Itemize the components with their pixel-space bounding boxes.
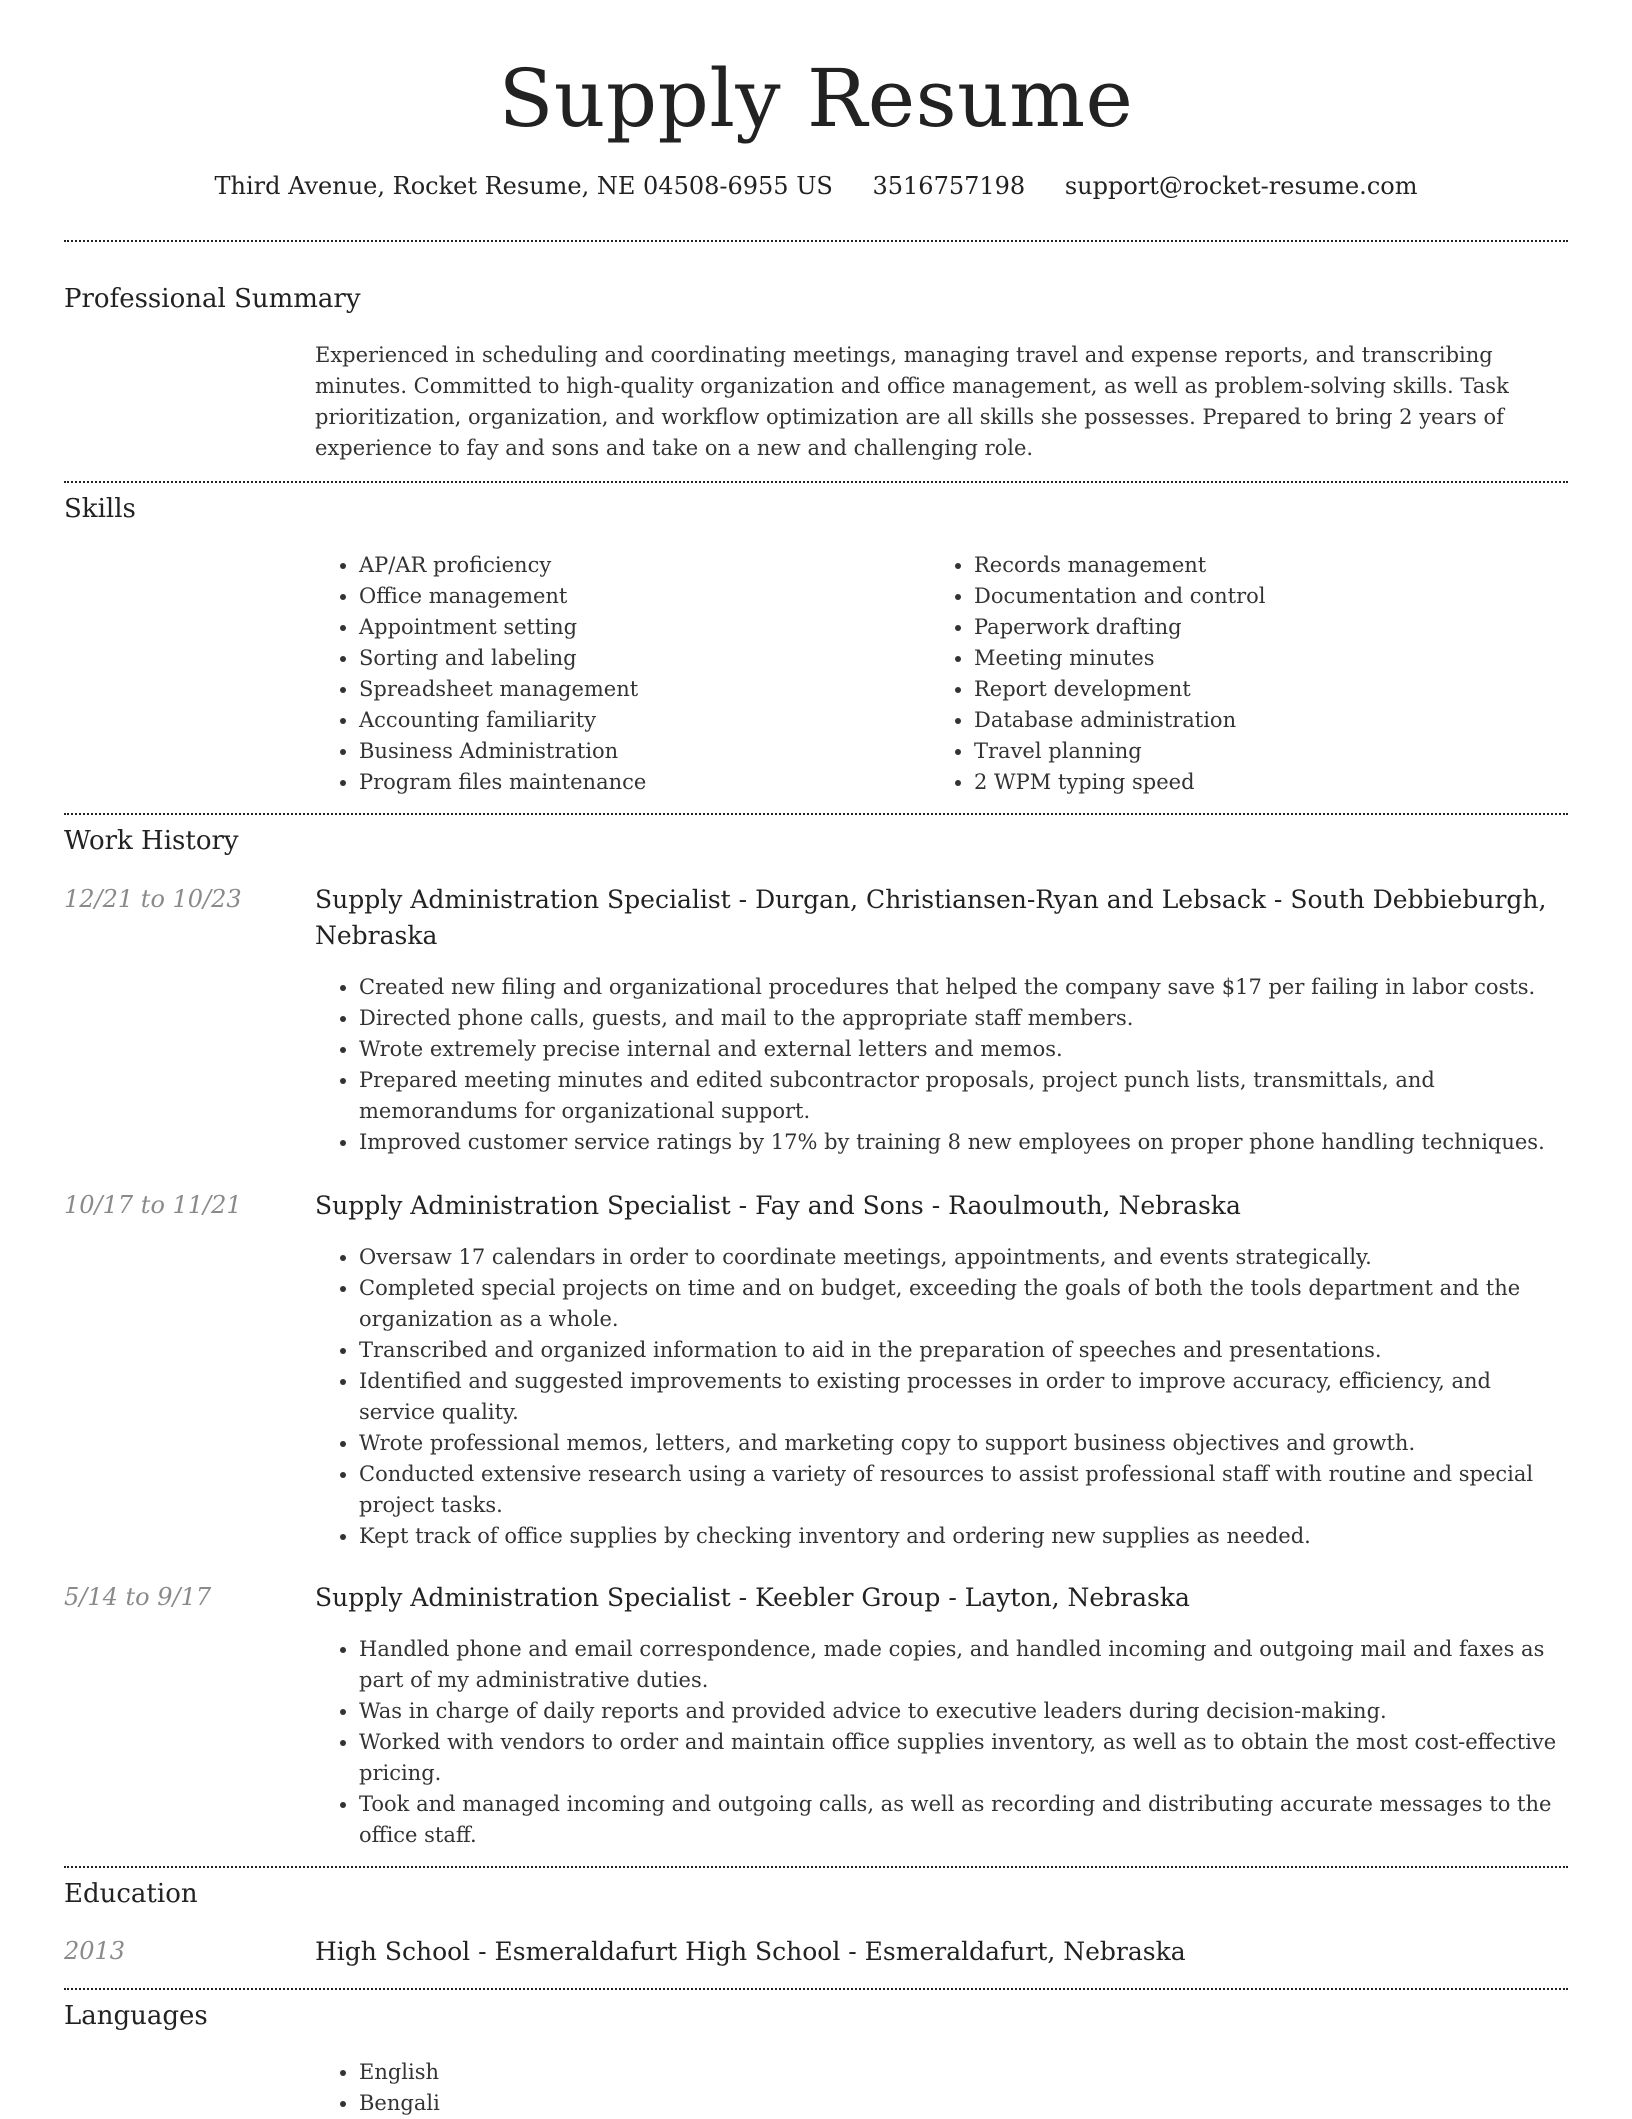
section-divider bbox=[64, 813, 1568, 815]
job-dates: 5/14 to 9/17 bbox=[64, 1583, 212, 1611]
job-title: Supply Administration Specialist - Fay and Sons - Raoulmouth, Nebraska bbox=[315, 1191, 1241, 1220]
skill-item: • Meeting minutes bbox=[974, 643, 1530, 674]
education-heading: Education bbox=[64, 1879, 198, 1909]
languages-column bbox=[315, 2057, 895, 2119]
job-bullet: • Was in charge of daily reports and provided advice to executive leaders during decision-making. bbox=[359, 1696, 1565, 1727]
job-bullets bbox=[315, 1242, 1565, 1552]
skill-item: • Database administration bbox=[974, 705, 1530, 736]
language-item: • Bengali bbox=[359, 2088, 895, 2119]
job-bullets bbox=[315, 1634, 1565, 1851]
skill-item: • Appointment setting bbox=[359, 612, 895, 643]
contact-address: Third Avenue, Rocket Resume, NE 04508-6955 US bbox=[214, 172, 833, 200]
skill-item: • Business Administration bbox=[359, 736, 895, 767]
skill-item: • Sorting and labeling bbox=[359, 643, 895, 674]
job-dates: 12/21 to 10/23 bbox=[64, 885, 242, 913]
work-history-heading: Work History bbox=[64, 826, 239, 856]
job-bullet: • Handled phone and email correspondence, made copies, and handled incoming and outgoing mail and faxes as part of my administrative duties. bbox=[359, 1634, 1565, 1696]
job-bullets bbox=[315, 972, 1565, 1158]
education-title: High School - Esmeraldafurt High School - Esmeraldafurt, Nebraska bbox=[315, 1937, 1186, 1966]
job-bullet: • Created new filing and organizational procedures that helped the company save $17 per failing in labor costs. bbox=[359, 972, 1565, 1003]
summary-heading: Professional Summary bbox=[64, 284, 361, 314]
resume-name: Supply Resume bbox=[498, 52, 1134, 145]
job-bullet: • Transcribed and organized information to aid in the preparation of speeches and presentations. bbox=[359, 1335, 1565, 1366]
skill-item: • Report development bbox=[974, 674, 1530, 705]
summary-text: Experienced in scheduling and coordinating meetings, managing travel and expense reports, and transcribing minutes. Committed to high-quality organization and office management, as well as problem-solving skills. Task prioritization, organization, and workflow optimization are all skills she possesses. Prepared to bring 2 years of experience to fay and sons and take on a new and challenging role. bbox=[315, 343, 1509, 460]
skills-column-right bbox=[930, 550, 1530, 798]
education-date: 2013 bbox=[64, 1937, 126, 1965]
section-divider bbox=[64, 481, 1568, 483]
section-divider bbox=[64, 1988, 1568, 1990]
job-bullet: • Took and managed incoming and outgoing calls, as well as recording and distributing accurate messages to the office staff. bbox=[359, 1789, 1565, 1851]
job-bullet: • Wrote professional memos, letters, and marketing copy to support business objectives and growth. bbox=[359, 1428, 1565, 1459]
skill-item: • Accounting familiarity bbox=[359, 705, 895, 736]
skill-item: • Office management bbox=[359, 581, 895, 612]
skill-item: • Paperwork drafting bbox=[974, 612, 1530, 643]
language-item: • English bbox=[359, 2057, 895, 2088]
skill-item: • Spreadsheet management bbox=[359, 674, 895, 705]
skill-item: • Documentation and control bbox=[974, 581, 1530, 612]
job-bullet: • Worked with vendors to order and maintain office supplies inventory, as well as to obtain the most cost-effective pricing. bbox=[359, 1727, 1565, 1789]
job-entry bbox=[315, 882, 1565, 1158]
education-entry bbox=[315, 1934, 1565, 1988]
job-bullet: • Improved customer service ratings by 17% by training 8 new employees on proper phone handling techniques. bbox=[359, 1127, 1565, 1158]
contact-phone: 3516757198 bbox=[872, 172, 1026, 200]
job-bullet: • Completed special projects on time and on budget, exceeding the goals of both the tools department and the organization as a whole. bbox=[359, 1273, 1565, 1335]
languages-list bbox=[315, 2057, 895, 2119]
contact-email: support@rocket-resume.com bbox=[1064, 172, 1418, 200]
skills-column-left bbox=[315, 550, 895, 798]
job-bullet: • Oversaw 17 calendars in order to coordinate meetings, appointments, and events strategically. bbox=[359, 1242, 1565, 1273]
job-dates: 10/17 to 11/21 bbox=[64, 1191, 242, 1219]
job-bullet: • Wrote extremely precise internal and external letters and memos. bbox=[359, 1034, 1565, 1065]
job-entry bbox=[315, 1580, 1565, 1851]
job-bullet: • Prepared meeting minutes and edited subcontractor proposals, project punch lists, transmittals, and memorandums for organizational support. bbox=[359, 1065, 1565, 1127]
section-divider bbox=[64, 1866, 1568, 1868]
skills-list-right bbox=[930, 550, 1530, 798]
summary-body bbox=[315, 340, 1565, 464]
job-bullet: • Directed phone calls, guests, and mail to the appropriate staff members. bbox=[359, 1003, 1565, 1034]
job-title: Supply Administration Specialist - Durgan, Christiansen-Ryan and Lebsack - South Debbieburgh, Nebraska bbox=[315, 885, 1547, 950]
skill-item: • Travel planning bbox=[974, 736, 1530, 767]
skill-item: • 2 WPM typing speed bbox=[974, 767, 1530, 798]
job-bullet: • Conducted extensive research using a variety of resources to assist professional staff with routine and special project tasks. bbox=[359, 1459, 1565, 1521]
job-entry bbox=[315, 1188, 1565, 1552]
job-bullet: • Identified and suggested improvements to existing processes in order to improve accuracy, efficiency, and service quality. bbox=[359, 1366, 1565, 1428]
skill-item: • Records management bbox=[974, 550, 1530, 581]
job-bullet: • Kept track of office supplies by checking inventory and ordering new supplies as needed. bbox=[359, 1521, 1565, 1552]
contact-line bbox=[0, 172, 1632, 200]
skill-item: • Program files maintenance bbox=[359, 767, 895, 798]
skills-list-left bbox=[315, 550, 895, 798]
skill-item: • AP/AR proficiency bbox=[359, 550, 895, 581]
skills-heading: Skills bbox=[64, 494, 136, 524]
languages-heading: Languages bbox=[64, 2001, 208, 2031]
section-divider bbox=[64, 240, 1568, 242]
job-title: Supply Administration Specialist - Keebler Group - Layton, Nebraska bbox=[315, 1583, 1190, 1612]
